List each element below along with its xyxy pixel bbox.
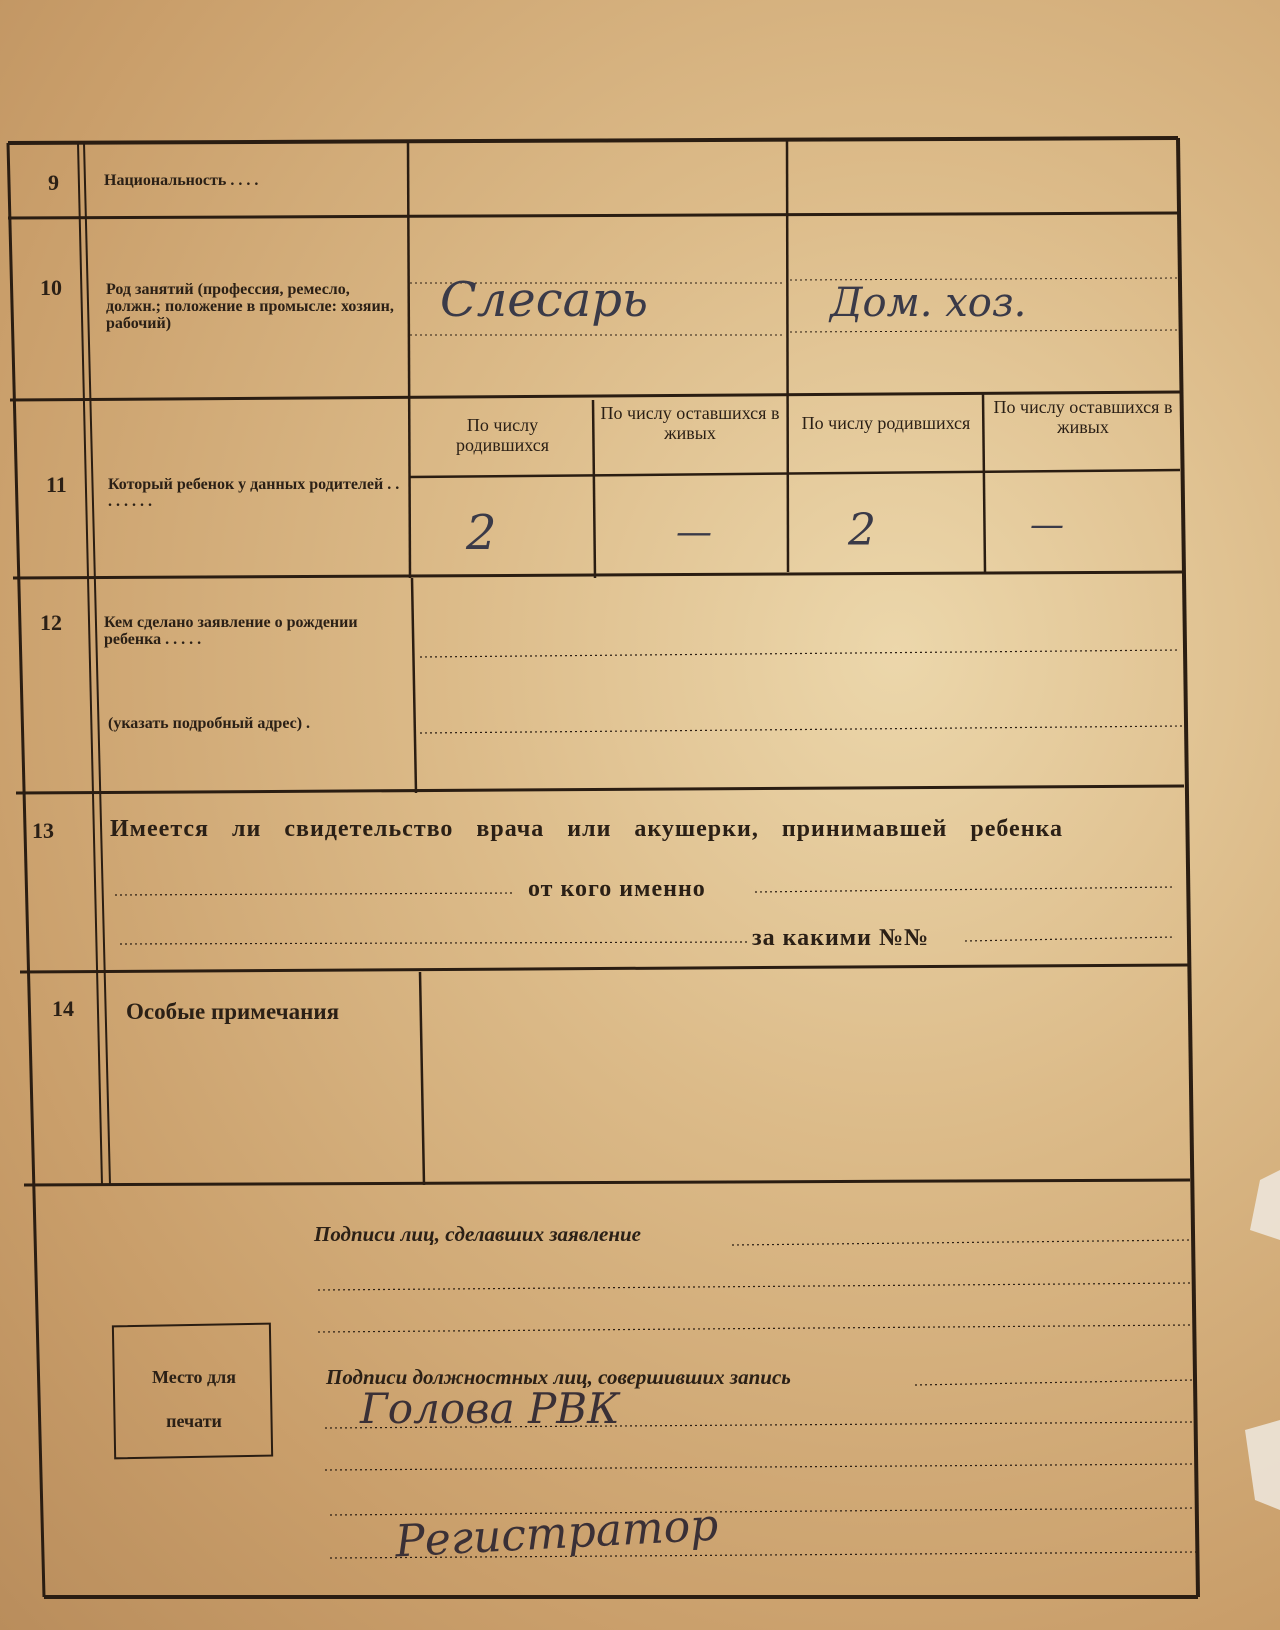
signature-registrar: Регистратор bbox=[393, 1499, 720, 1568]
value-born-mother: 2 bbox=[848, 505, 876, 556]
row-11-label: Который ребенок у данных родителей . . . . . . . . bbox=[108, 476, 400, 510]
row-12-number: 12 bbox=[40, 610, 62, 635]
mother-occupation: Дом. хоз. bbox=[830, 280, 1027, 326]
value-alive-father: — bbox=[676, 512, 712, 553]
header-alive-mother: По числу оставшихся в живых bbox=[993, 397, 1173, 437]
row-10-label: Род занятий (профессия, ремесло, должн.; положение в промысле: хозяин, рабочий) bbox=[106, 281, 394, 332]
value-alive-mother: — bbox=[1030, 505, 1064, 545]
stamp-place-label: Место для печати bbox=[152, 1367, 236, 1431]
row-13-question: Имеется ли свидетельство врача или акушерки, принимавшей ребенка bbox=[110, 816, 1063, 842]
header-alive-father: По числу оставшихся в живых bbox=[600, 403, 780, 443]
row-12-address-label: (указать подробный адрес) . bbox=[108, 715, 311, 732]
row-13-number: 13 bbox=[32, 818, 54, 843]
value-born-father: 2 bbox=[466, 505, 497, 561]
header-born-mother: По числу родившихся bbox=[801, 413, 971, 433]
applicants-signatures-label: Подписи лиц, сделавших заявление bbox=[314, 1222, 641, 1246]
row-11-number: 11 bbox=[46, 472, 67, 497]
officials-signatures-label: Подписи должностных лиц, совершивших запись bbox=[326, 1365, 791, 1389]
row-13-from-whom: от кого именно bbox=[528, 876, 706, 902]
row-14-number: 14 bbox=[52, 996, 74, 1021]
row-12-label: Кем сделано заявление о рождении ребенка . . . . . bbox=[104, 614, 358, 648]
header-born-father: По числу родившихся bbox=[455, 415, 549, 455]
signature-head: Голова РВК bbox=[360, 1384, 620, 1433]
row-10-number: 10 bbox=[40, 275, 62, 300]
father-occupation: Слесарь bbox=[440, 272, 649, 328]
row-9-label: Национальность . . . . bbox=[104, 172, 259, 189]
row-14-label: Особые примечания bbox=[126, 999, 340, 1024]
row-9-number: 9 bbox=[48, 170, 59, 195]
row-13-numbers: за какими №№ bbox=[752, 925, 930, 951]
